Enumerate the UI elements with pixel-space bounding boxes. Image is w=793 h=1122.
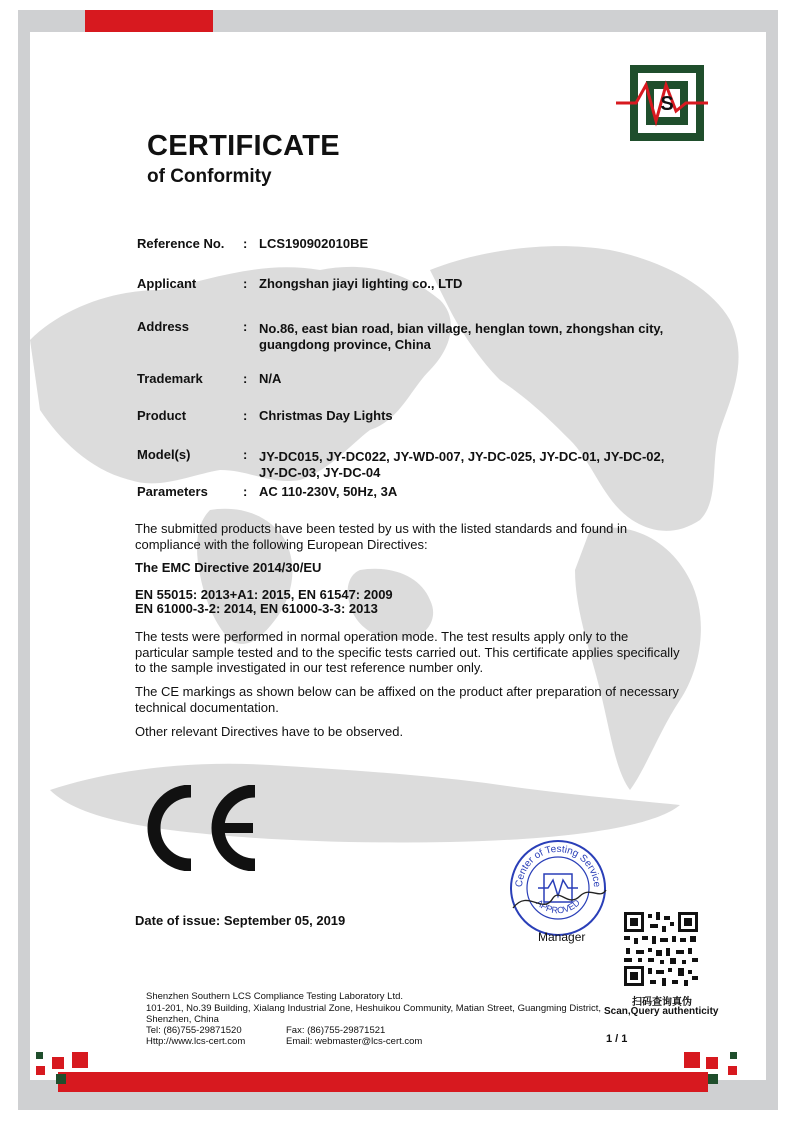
- top-red-bar: [85, 10, 213, 32]
- date-of-issue: Date of issue: September 05, 2019: [135, 913, 346, 928]
- field-value: N/A: [259, 371, 282, 386]
- qr-code[interactable]: [622, 910, 700, 988]
- corner-square: [706, 1057, 718, 1069]
- field-value: Zhongshan jiayi lighting co., LTD: [259, 276, 463, 291]
- footer-lab-name: Shenzhen Southern LCS Compliance Testing Laboratory Ltd.: [146, 991, 404, 1002]
- field-label: Trademark: [137, 371, 203, 386]
- field-label: Address: [137, 319, 190, 334]
- corner-square: [52, 1057, 64, 1069]
- field-colon: :: [243, 484, 248, 499]
- field-colon: :: [243, 319, 248, 334]
- directive-heading: The EMC Directive 2014/30/EU: [135, 560, 322, 575]
- field-value: No.86, east bian road, bian village, henglan town, zhongshan city, guangdong province, China: [259, 321, 664, 352]
- corner-square: [72, 1052, 88, 1068]
- footer-tel: Tel: (86)755-29871520: [146, 1025, 242, 1036]
- corner-square: [728, 1066, 737, 1075]
- page-number: 1 / 1: [606, 1033, 628, 1045]
- footer-web[interactable]: Http://www.lcs-cert.com: [146, 1036, 246, 1047]
- standards-line-2: EN 61000-3-2: 2014, EN 61000-3-3: 2013: [135, 601, 378, 616]
- certificate-subtitle: of Conformity: [147, 166, 272, 187]
- other-directives: Other relevant Directives have to be observed.: [135, 724, 404, 739]
- standards-line-1: EN 55015: 2013+A1: 2015, EN 61547: 2009: [135, 587, 393, 602]
- field-colon: :: [243, 276, 248, 291]
- field-colon: :: [243, 447, 248, 462]
- corner-square: [36, 1052, 43, 1059]
- intro-paragraph: The submitted products have been tested by us with the listed standards and found in compliance with the following European Directives:: [135, 521, 628, 552]
- ce-note-paragraph: The CE markings as shown below can be affixed on the product after preparation of necessary technical documentation.: [135, 684, 679, 715]
- field-value: AC 110-230V, 50Hz, 3A: [259, 484, 398, 499]
- corner-square: [684, 1052, 700, 1068]
- field-colon: :: [243, 408, 248, 423]
- field-label: Model(s): [137, 447, 191, 462]
- stamp-ring-text: Center of Testing Service: [513, 843, 603, 888]
- footer-fax: Fax: (86)755-29871521: [286, 1025, 386, 1036]
- field-value: JY-DC015, JY-DC022, JY-WD-007, JY-DC-025, JY-DC-01, JY-DC-02, JY-DC-03, JY-DC-04: [259, 449, 665, 480]
- corner-square: [730, 1052, 737, 1059]
- qr-caption-english: Scan,Query authenticity: [604, 1006, 719, 1017]
- field-label: Product: [137, 408, 187, 423]
- field-colon: :: [243, 371, 248, 386]
- field-value: Christmas Day Lights: [259, 408, 393, 423]
- field-label: Parameters: [137, 484, 208, 499]
- ce-mark: [133, 785, 263, 871]
- tests-paragraph: The tests were performed in normal operation mode. The test results apply only to the particular sample tested and to the specific tests carried out. This certificate applies specifically to the sample investigated in our test reference number only.: [135, 629, 680, 675]
- footer-address: 101-201, No.39 Building, Xialang Industrial Zone, Heshuikou Community, Matian Street, Guangming District,: [146, 1003, 601, 1014]
- corner-square: [708, 1074, 718, 1084]
- qr-caption-chinese: 扫码查询真伪: [632, 997, 692, 1008]
- certificate-title: CERTIFICATE: [147, 130, 340, 162]
- stamp-ring-bottom-text: APPROVED: [534, 897, 582, 916]
- lcs-logo: [616, 63, 708, 143]
- corner-square: [36, 1066, 45, 1075]
- field-colon: :: [243, 236, 248, 251]
- field-label: Applicant: [137, 276, 197, 291]
- logo-letter: S: [660, 93, 674, 115]
- corner-square: [56, 1074, 66, 1084]
- manager-label: Manager: [538, 930, 586, 944]
- bottom-red-bar: [58, 1072, 708, 1092]
- footer-email[interactable]: Email: webmaster@lcs-cert.com: [286, 1036, 423, 1047]
- approval-stamp: [508, 838, 608, 938]
- field-label: Reference No.: [137, 236, 225, 251]
- footer-city: Shenzhen, China: [146, 1014, 219, 1025]
- field-value: LCS190902010BE: [259, 236, 369, 251]
